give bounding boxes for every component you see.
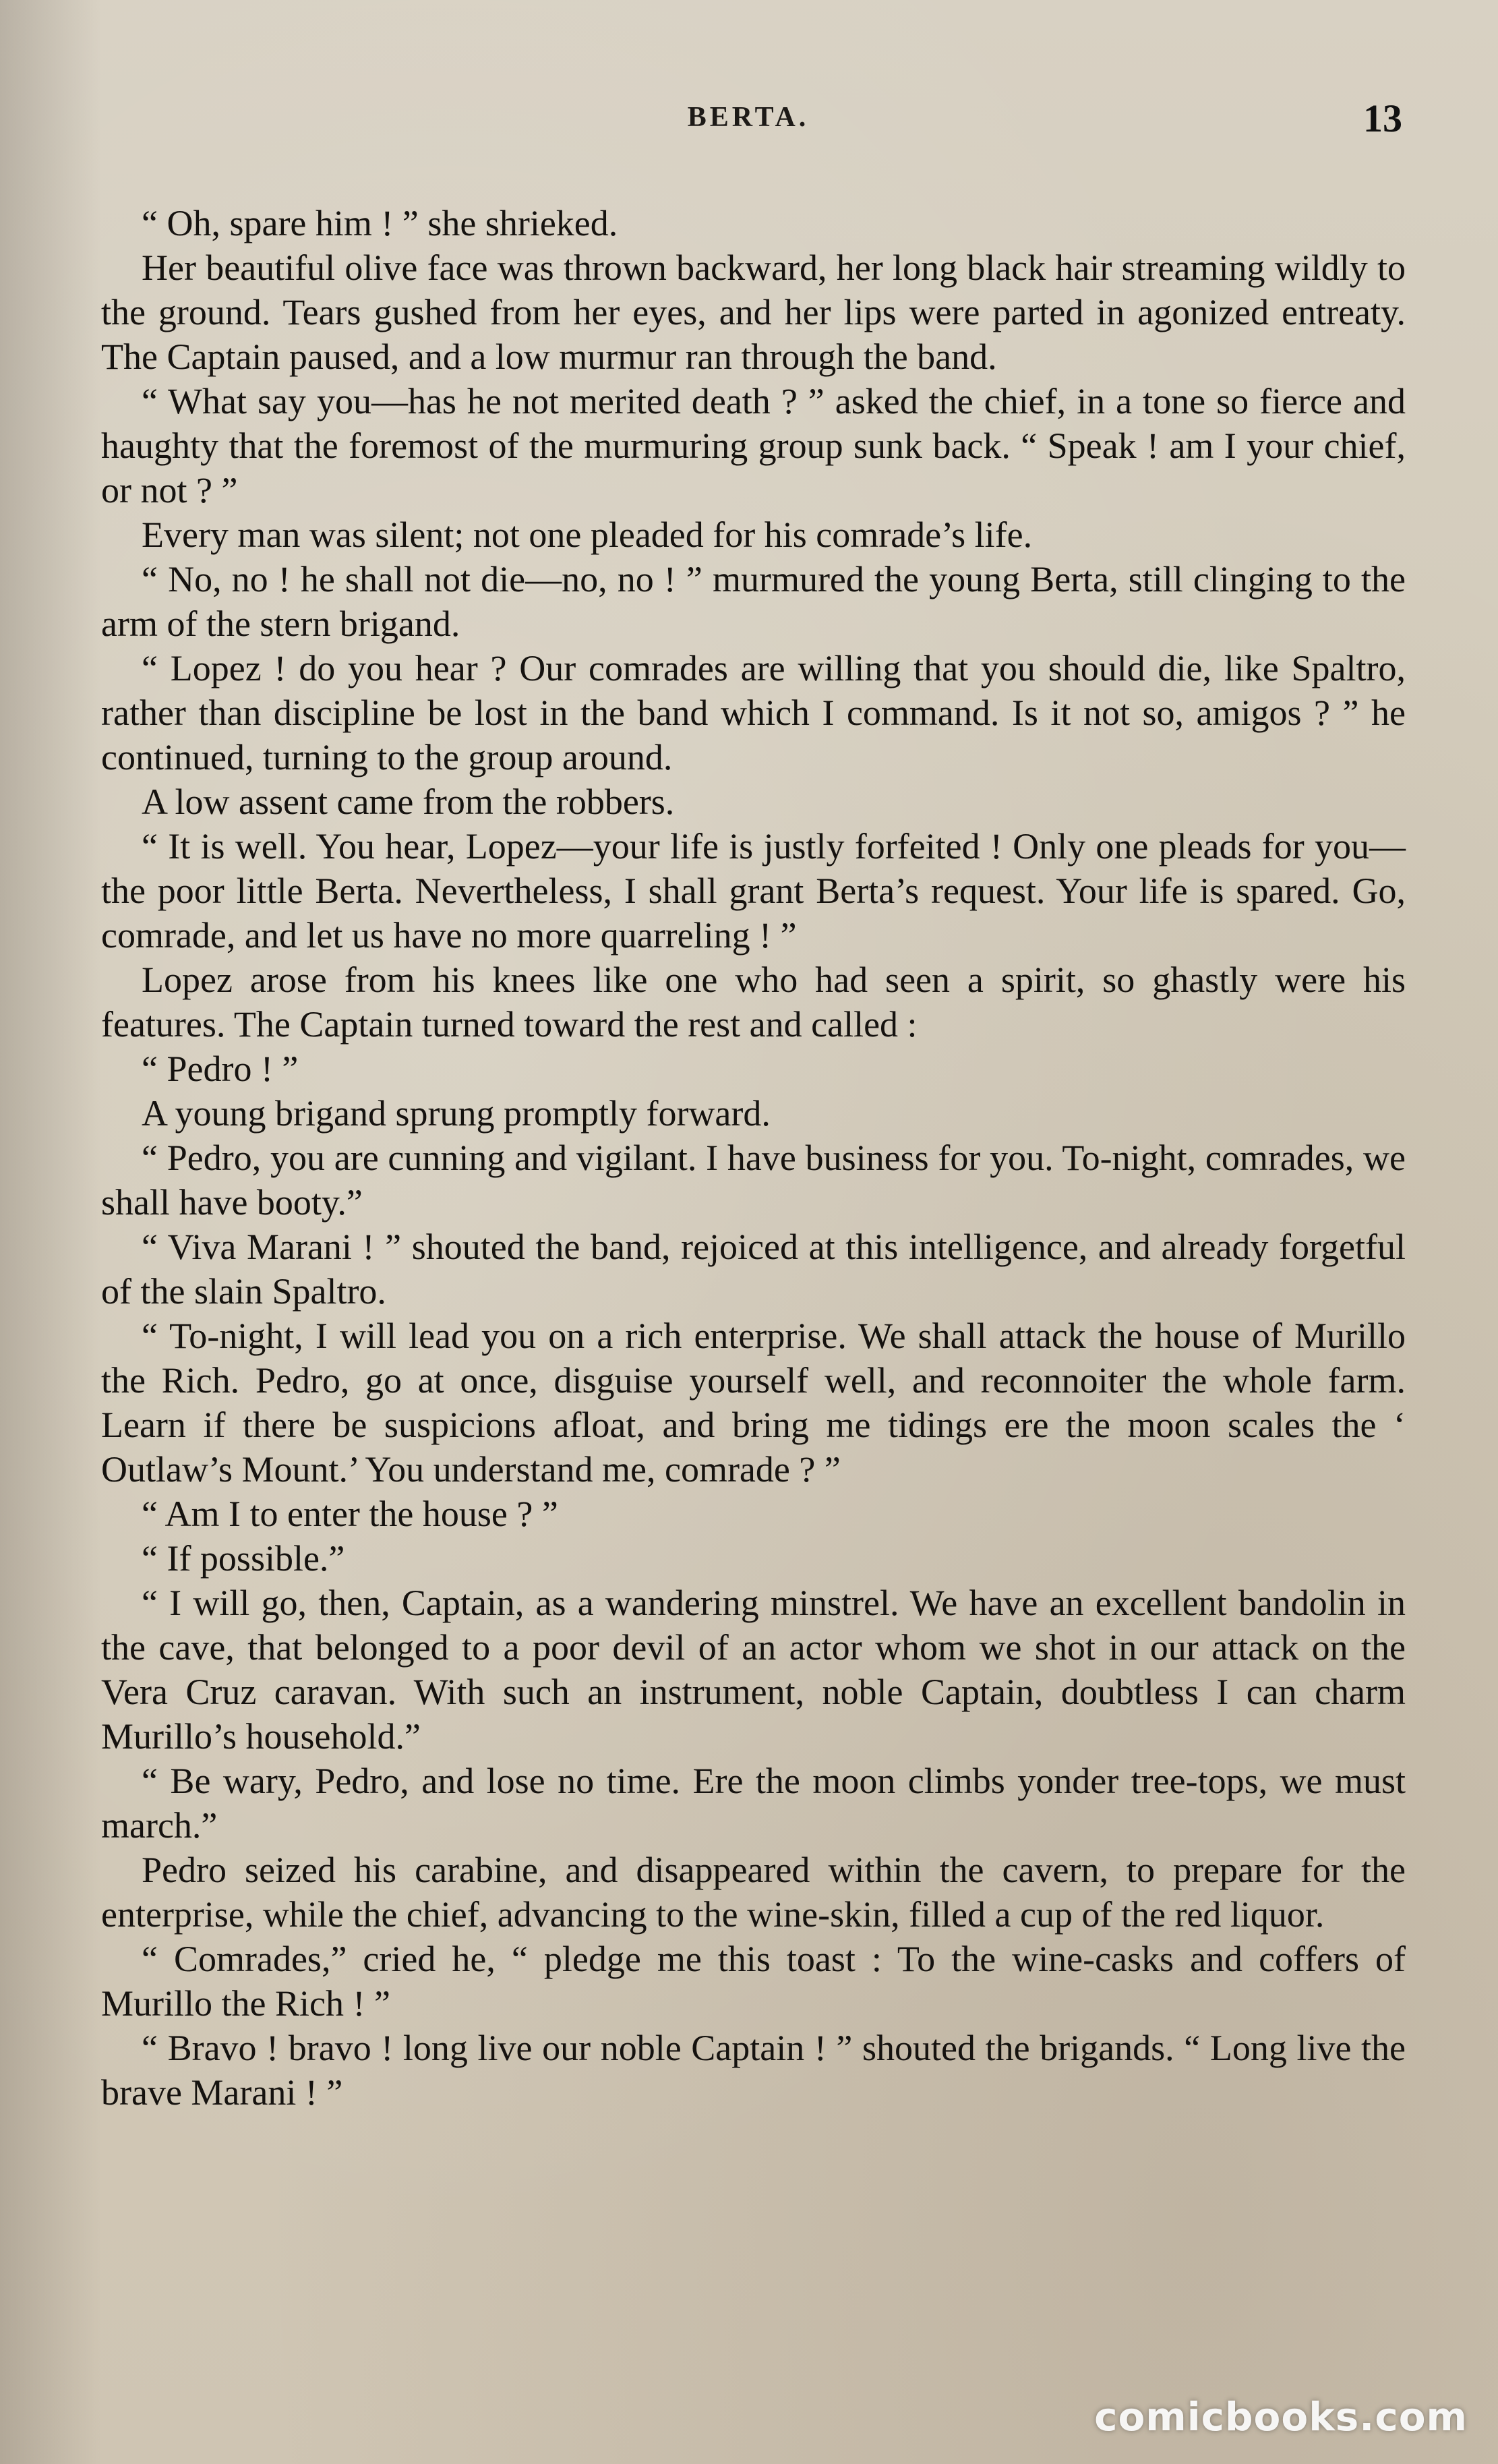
paragraph: “ To-night, I will lead you on a rich enterprise. We shall attack the house of Murillo the Rich. Pedro, go at once, disguise yourself well, and reconnoiter the whole farm. Learn if there be suspicions afloat, and bring me tidings ere the moon scales the ‘ Outlaw’s Mount.’ You understand me, comrade ? ” [101,1316,1406,1490]
paragraph: “ Am I to enter the house ? ” [142,1494,558,1534]
paragraph: “ Pedro, you are cunning and vigilant. I have business for you. To-night, comrades, we shall have booty.” [101,1138,1406,1223]
paragraph: “ It is well. You hear, Lopez—your life is justly forfeited ! Only one pleads for you—the poor little Berta. Nevertheless, I shall grant Berta’s request. Your life is spared. Go, comrade, and let us have no more quarreling ! ” [101,826,1406,956]
paragraph: Every man was silent; not one pleaded for his comrade’s life. [142,515,1033,555]
paragraph: “ Comrades,” cried he, “ pledge me this toast : To the wine-casks and coffers of Murillo the Rich ! ” [101,1939,1406,2024]
paragraph: A low assent came from the robbers. [142,782,675,822]
paragraph: Pedro seized his carabine, and disappeared within the cavern, to prepare for the enterprise, while the chief, advancing to the wine-skin, filled a cup of the red liquor. [101,1850,1406,1935]
watermark: comicbooks.com [1094,2394,1468,2440]
page-number: 13 [1363,96,1402,140]
paragraph: Lopez arose from his knees like one who had seen a spirit, so ghastly were his features. The Captain turned toward the rest and called : [101,960,1406,1045]
body-text [101,201,1406,2115]
paragraph: “ Pedro ! ” [142,1049,299,1089]
paragraph: “ If possible.” [142,1538,345,1579]
paragraph: “ What say you—has he not merited death ? ” asked the chief, in a tone so fierce and haughty that the foremost of the murmuring group sunk back. “ Speak ! am I your chief, or not ? ” [101,381,1406,510]
paragraph: “ Bravo ! bravo ! long live our noble Captain ! ” shouted the brigands. “ Long live the brave Marani ! ” [101,2028,1406,2113]
paragraph: “ Viva Marani ! ” shouted the band, rejoiced at this intelligence, and already forgetful of the slain Spaltro. [101,1227,1406,1312]
paragraph: “ Lopez ! do you hear ? Our comrades are willing that you should die, like Spaltro, rather than discipline be lost in the band which I command. Is it not so, amigos ? ” he continued, turning to the group around. [101,648,1406,778]
paragraph: Her beautiful olive face was thrown backward, her long black hair streaming wildly to the ground. Tears gushed from her eyes, and her lips were parted in agonized entreaty. The Captain paused, and a low murmur ran through the band. [101,247,1406,377]
paragraph: “ I will go, then, Captain, as a wandering minstrel. We have an excellent bandolin in the cave, that belonged to a poor devil of an actor whom we shot in our attack on the Vera Cruz caravan. With such an instrument, noble Captain, doubtless I can charm Murillo’s household.” [101,1583,1406,1757]
paragraph: A young brigand sprung promptly forward. [142,1093,771,1134]
paragraph: “ Oh, spare him ! ” she shrieked. [142,203,618,243]
paragraph: “ Be wary, Pedro, and lose no time. Ere the moon climbs yonder tree-tops, we must march.” [101,1761,1406,1846]
running-head [94,96,1402,148]
chapter-title: BERTA. [687,102,810,133]
page-gutter-shadow [0,0,101,2464]
paragraph: “ No, no ! he shall not die—no, no ! ” murmured the young Berta, still clinging to the arm of the stern brigand. [101,559,1406,644]
